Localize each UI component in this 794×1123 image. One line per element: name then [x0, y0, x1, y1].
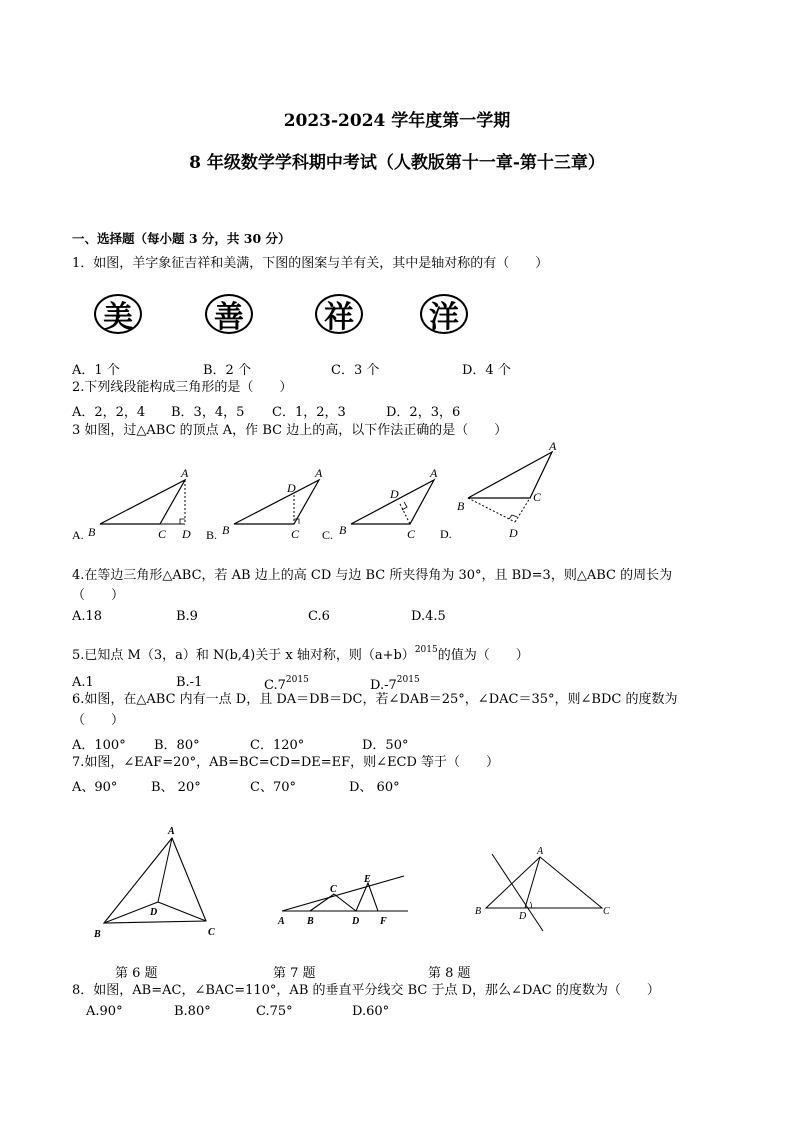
q1-option-a: A．1 个 [72, 363, 120, 378]
q5-option-d-exponent: 2015 [396, 675, 420, 685]
q6-option-c: C．120° [250, 738, 305, 753]
fig-b-label-b: B [222, 523, 230, 537]
q7-stem: 7.如图，∠EAF=20°，AB=BC=CD=DE=EF，则∠ECD 等于（ ） [72, 755, 500, 770]
q3-figure-a [72, 466, 191, 542]
q5-option-d-base: D.-7 [370, 678, 397, 693]
q1-option-c: C．3 个 [331, 363, 380, 378]
q3-figure-c [322, 466, 438, 542]
q2-option-b: B．3，4，5 [171, 405, 245, 420]
q5-stem [72, 642, 529, 664]
fig-a-option-letter: A. [72, 528, 84, 542]
exam-title-line1: 2023-2024 学年度第一学期 [283, 111, 511, 131]
exam-title-line2: 8 年级数学学科期中考试（人教版第十一章-第十三章） [189, 153, 605, 173]
q6-figure [93, 826, 215, 940]
q7-option-d: D、 60° [349, 780, 400, 795]
q8-option-c: C.75° [256, 1004, 293, 1019]
q4-option-a: A.18 [72, 609, 103, 624]
q6-option-b: B．80° [154, 738, 200, 753]
fig-d-label-a: A [549, 440, 557, 453]
q4-stem-paren: （ ） [72, 588, 125, 603]
q5-option-a: A.1 [72, 675, 94, 690]
q5-option-c-base: C.7 [264, 678, 286, 693]
q6-label-c: C [208, 927, 215, 938]
q5-option-c-exponent: 2015 [285, 675, 309, 685]
q7-label-b: B [307, 916, 314, 927]
q5-option-b: B.-1 [176, 675, 203, 690]
q1-option-d: D．4 个 [462, 363, 511, 378]
fig-b-option-letter: B. [206, 528, 218, 542]
q8-label-b: B [475, 906, 482, 917]
q6-option-a: A．100° [72, 738, 126, 753]
q6-option-d: D．50° [362, 738, 409, 753]
q6-label-a: A [168, 826, 175, 837]
q4-option-d: D.4.5 [411, 609, 446, 624]
q3-figures [0, 440, 794, 550]
q5-stem-part2: 的值为（ ） [437, 648, 529, 663]
q7-label-a: A [278, 916, 285, 927]
fig-d-option-letter: D. [440, 527, 452, 541]
figures-row [0, 820, 794, 950]
q1-stem: 1．如图，羊字象征吉祥和美满，下图的图案与羊有关，其中是轴对称的有（ ） [72, 256, 549, 271]
q1-char-mei: 美 [94, 294, 142, 334]
q2-option-d: D．2，3，6 [386, 405, 461, 420]
q4-option-b: B.9 [176, 609, 198, 624]
fig-c-label-a: A [430, 466, 438, 480]
fig-d-label-d: D [509, 526, 518, 540]
fig-d-label-c: C [533, 490, 542, 504]
q4-option-c: C.6 [308, 609, 330, 624]
q5-option-d [370, 675, 420, 693]
q8-label-a: A [537, 846, 544, 857]
q4-stem: 4.在等边三角形△ABC，若 AB 边上的高 CD 与边 BC 所夹得角为 30°，且 BD=3，则△ABC 的周长为 [72, 568, 673, 583]
caption-q7: 第 7 题 [273, 966, 316, 981]
q1-char-xiang: 祥 [315, 294, 363, 334]
q2-option-a: A．2，2，4 [72, 405, 146, 420]
q6-label-d: D [150, 907, 158, 918]
q1-char-shan: 善 [205, 294, 253, 334]
q8-stem: 8．如图，AB=AC，∠BAC=110°，AB 的垂直平分线交 BC 于点 D，那么∠DAC 的度数为（ ） [72, 983, 660, 998]
q5-stem-part1: 5.已知点 M（3，a）和 N(b,4)关于 x 轴对称，则（a+b） [72, 648, 415, 663]
q8-option-d: D.60° [352, 1004, 390, 1019]
fig-c-label-c: C [407, 527, 416, 541]
q8-label-c: C [603, 906, 610, 917]
q7-option-c: C、70° [250, 780, 296, 795]
q7-label-d: D [352, 916, 360, 927]
fig-c-label-b: B [339, 523, 347, 537]
caption-q8: 第 8 题 [428, 966, 471, 981]
q3-figure-b [206, 466, 323, 542]
q6-stem: 6.如图，在△ABC 内有一点 D，且 DA＝DB＝DC，若∠DAB＝25°，∠DAC＝35°，则∠BDC 的度数为 [72, 692, 678, 707]
q8-figure [475, 846, 610, 931]
q5-stem-exponent: 2015 [414, 645, 438, 655]
q7-option-a: A、90° [72, 780, 118, 795]
q7-figure [277, 874, 408, 927]
q2-stem: 2.下列线段能构成三角形的是（ ） [72, 380, 293, 395]
q5-option-c [264, 675, 309, 693]
fig-b-label-a: A [315, 466, 323, 480]
q7-label-c: C [330, 884, 337, 895]
q1-option-b: B．2 个 [203, 363, 251, 378]
q3-figure-d [440, 440, 557, 541]
fig-a-label-d: D [182, 527, 191, 541]
fig-a-label-b: B [88, 525, 96, 539]
caption-q6: 第 6 题 [115, 966, 158, 981]
q7-option-b: B、 20° [151, 780, 201, 795]
q1-char-yang: 洋 [420, 294, 468, 334]
fig-a-label-a: A [181, 466, 189, 480]
q2-option-c: C．1，2，3 [272, 405, 346, 420]
fig-b-label-d: D [287, 481, 296, 495]
q6-stem-paren: （ ） [72, 713, 125, 728]
fig-d-label-b: B [457, 499, 465, 513]
q8-label-d: D [519, 911, 527, 922]
fig-c-option-letter: C. [322, 528, 334, 542]
q8-option-b: B.80° [174, 1004, 211, 1019]
q7-label-e: E [364, 874, 371, 885]
q6-label-b: B [94, 929, 101, 940]
section-title: 一、选择题（每小题 3 分，共 30 分） [72, 231, 291, 246]
fig-c-label-d: D [390, 487, 399, 501]
fig-b-label-c: C [291, 527, 300, 541]
q3-stem: 3 如图，过△ABC 的顶点 A，作 BC 边上的高，以下作法正确的是（ ） [72, 423, 508, 438]
q7-label-f: F [380, 916, 387, 927]
fig-a-label-c: C [158, 527, 167, 541]
q8-option-a: A.90° [86, 1004, 123, 1019]
